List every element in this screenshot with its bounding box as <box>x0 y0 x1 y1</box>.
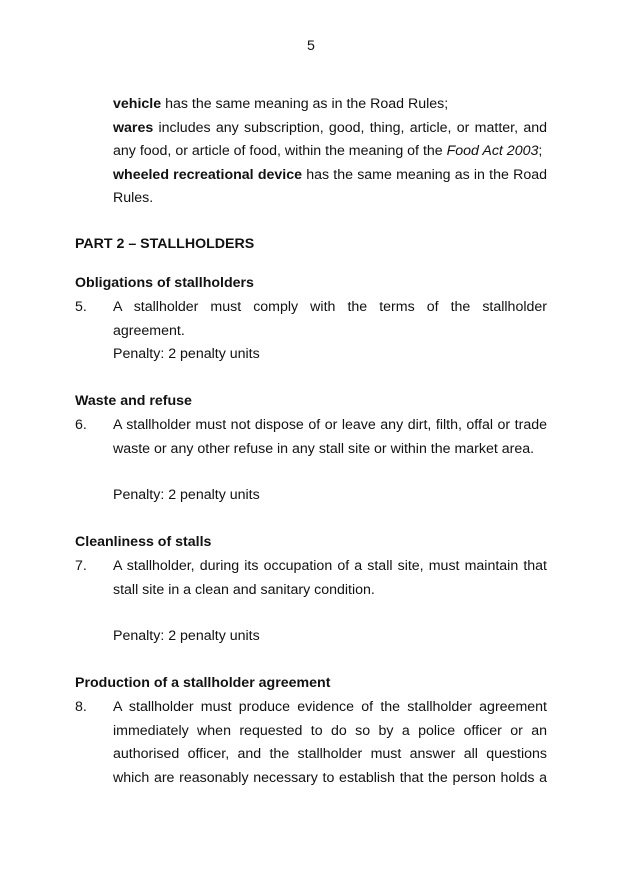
section-text: A stallholder must produce evidence of the stallholder agreement immediately when requested to do so by a police officer or an authorised officer, and the stallholder must answer all questions which are reasonably necessary to establish that the person holds a <box>113 699 547 786</box>
definition-text: includes any subscription, good, thing, article, or matter, and any food, or article of food, within the meaning of the <box>113 119 547 159</box>
section-text: A stallholder must comply with the terms of the stallholder agreement. <box>113 299 547 339</box>
penalty-text: Penalty: 2 penalty units <box>113 487 260 503</box>
definition-term: wheeled recreational device <box>113 166 302 183</box>
penalty-text: Penalty: 2 penalty units <box>113 346 260 362</box>
section-number: 5. <box>75 299 87 315</box>
section-text: A stallholder must not dispose of or leave any dirt, filth, offal or trade waste or any other refuse in any stall site or within the market area. <box>113 417 547 457</box>
definition-term: vehicle <box>113 96 162 112</box>
section-heading: Cleanliness of stalls <box>75 534 212 550</box>
definition-text-end: ; <box>538 143 543 159</box>
section-text: A stallholder, during its occupation of a stall site, must maintain that stall site in a clean and sanitary condition. <box>113 558 547 598</box>
section-number: 7. <box>75 558 87 574</box>
definition-term: wares <box>113 119 154 136</box>
definition-vehicle <box>113 93 547 117</box>
section-heading: Production of a stallholder agreement <box>75 675 331 691</box>
act-title: Food Act 2003 <box>446 143 539 159</box>
penalty-text: Penalty: 2 penalty units <box>113 628 260 644</box>
page-number: 5 <box>307 38 315 54</box>
section-heading: Waste and refuse <box>75 393 192 409</box>
section-number: 8. <box>75 699 87 715</box>
section-heading: Obligations of stallholders <box>75 275 254 291</box>
definition-wares <box>113 117 547 164</box>
definitions-block <box>113 93 547 211</box>
definition-wheeled-recreational-device <box>113 164 547 211</box>
section-number: 6. <box>75 417 87 433</box>
part-heading: PART 2 – STALLHOLDERS <box>75 236 255 252</box>
definition-text: has the same meaning as in the Road Rules; <box>161 96 449 112</box>
definition-text: has the same meaning as in the Road Rules. <box>113 166 547 206</box>
